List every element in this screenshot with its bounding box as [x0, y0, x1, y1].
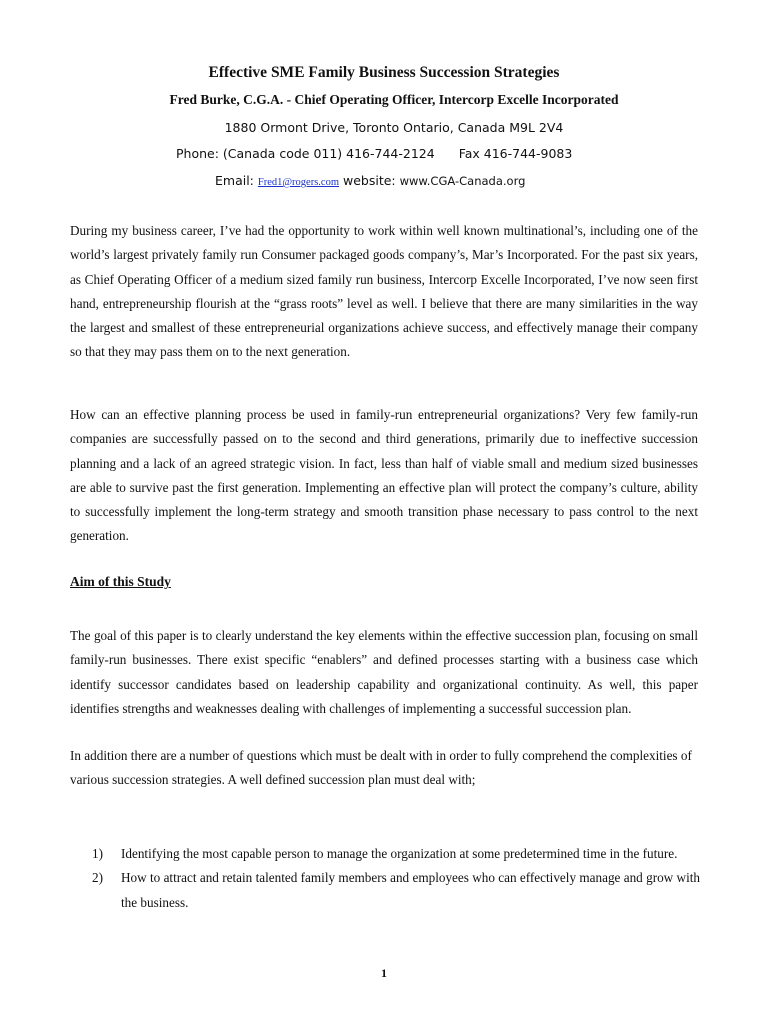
questions-paragraph: In addition there are a number of questions which must be dealt with in order to fully comprehend the complexities of various succession strategies. A well defined succession plan must deal with;	[70, 748, 692, 788]
author-line: Fred Burke, C.G.A. - Chief Operating Officer, Intercorp Excelle Incorporated	[169, 92, 619, 107]
website-label: website:	[342, 173, 396, 188]
list-item-number: 1)	[92, 846, 103, 861]
contact-phone-line	[176, 146, 572, 161]
planning-paragraph: How can an effective planning process be used in family-run entrepreneurial organizations? Very few family-run companies are successfully passed on to the second and third generations, primarily due to ineffective succession planning and a lack of an agreed strategic vision. In fact, less than half of viable small and medium sized businesses are able to survive past the first generation. Implementing an effective plan will protect the company’s culture, ability to successfully implement the long-term strategy and smooth transition phase necessary to pass control to the next generation.	[70, 407, 698, 544]
list-item	[70, 866, 700, 915]
phone-number: Phone: (Canada code 011) 416-744-2124	[176, 146, 435, 161]
email-label: Email:	[215, 173, 254, 188]
email-link[interactable]: Fred1@rogers.com	[257, 177, 339, 188]
list-item-text: Identifying the most capable person to manage the organization at some predetermined time in the future.	[121, 846, 678, 861]
address-line: 1880 Ormont Drive, Toronto Ontario, Canada M9L 2V4	[224, 120, 564, 135]
succession-list	[70, 842, 700, 915]
fax-number: Fax 416-744-9083	[458, 146, 573, 161]
list-item-text: How to attract and retain talented family members and employees who can effectively manage and grow with the business.	[121, 870, 700, 910]
website-text: www.CGA-Canada.org	[399, 174, 526, 188]
goal-paragraph: The goal of this paper is to clearly understand the key elements within the effective succession plan, focusing on small family-run businesses. There exist specific “enablers” and defined processes starting with a business case which identify successor candidates based on leadership capability and organizational continuity. As well, this paper identifies strengths and weaknesses dealing with challenges of implementing a successful succession plan.	[70, 628, 698, 716]
contact-email-line	[215, 173, 525, 188]
section-heading: Aim of this Study	[70, 574, 171, 589]
intro-paragraph: During my business career, I’ve had the opportunity to work within well known multinational’s, including one of the world’s largest privately family run Consumer packaged goods company’s, Mar’s Incorporated. For the past six years, as Chief Operating Officer of a medium sized family run business, Intercorp Excelle Incorporated, I’ve now seen first hand, entrepreneurship flourish at the “grass roots” level as well. I believe that there are many similarities in the way the largest and smallest of these entrepreneurial organizations achieve success, and effectively manage their company so that they may pass them on to the next generation.	[70, 223, 698, 360]
document-title: Effective SME Family Business Succession Strategies	[208, 64, 560, 81]
list-item	[70, 842, 700, 866]
list-item-number: 2)	[92, 870, 103, 886]
page-number: 1	[381, 966, 387, 980]
